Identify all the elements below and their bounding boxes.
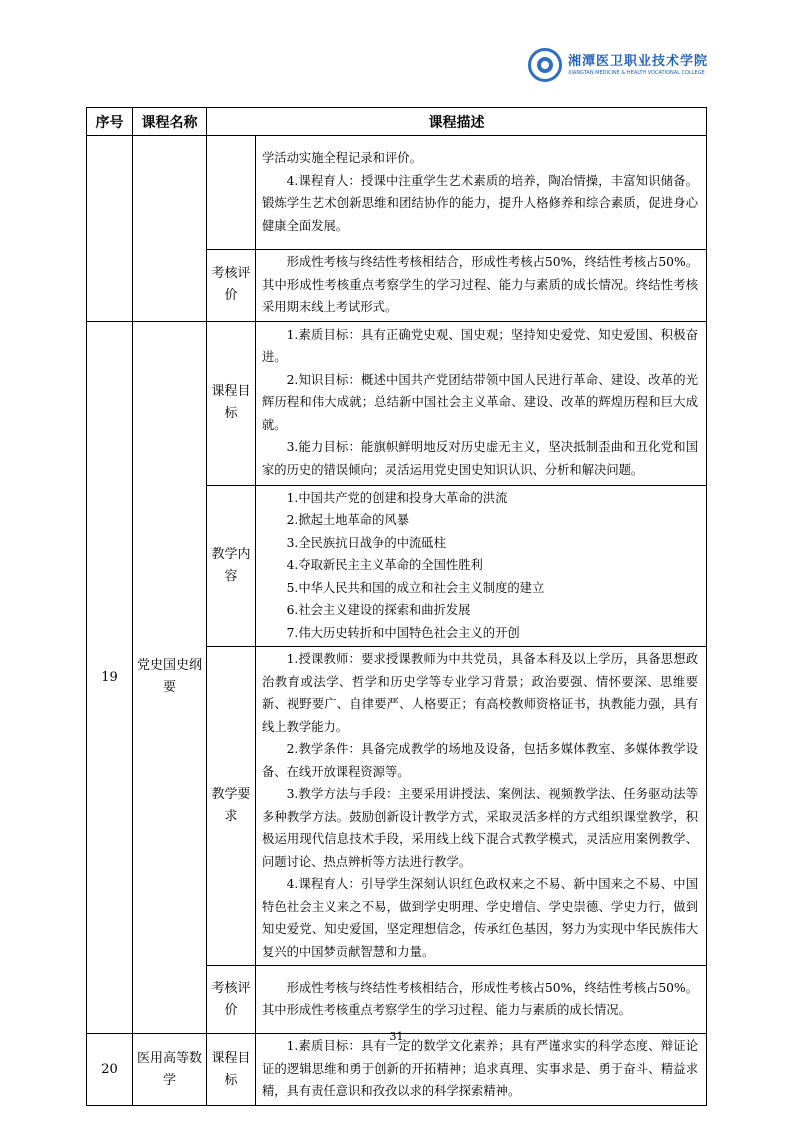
teach-req-tail: 学活动实施全程记录和评价。 4.课程育人：授课中注重学生艺术素质的培养，陶冶情操，丰富知识储备。锻炼学生艺术创新思维和团结协作的能力，提升人格修养和综合素质，促进身心健康全面发展。: [256, 136, 707, 250]
category-label: 考核评价: [207, 966, 256, 1034]
school-name: 湘潭医卫职业技术学院: [568, 54, 709, 69]
course-name: 医用高等数学: [133, 1034, 207, 1106]
page-header: [528, 44, 709, 94]
course-no: 20: [87, 1034, 133, 1106]
category-label: 课程目标: [207, 321, 256, 485]
school-logo-icon: [528, 48, 562, 82]
table-header-row: [87, 108, 707, 136]
header-no: 序号: [87, 108, 133, 136]
course-contents: 1.中国共产党的创建和投身大革命的洪流 2.掀起土地革命的风暴 3.全民族抗日战争的中流砥柱 4.夺取新民主主义革命的全国性胜利 5.中华人民共和国的成立和社会主义制度的建立 6.社会主义建设的探索和曲折发展 7.伟大历史转折和中国特色社会主义的开创: [256, 485, 707, 647]
category-label: 课程目标: [207, 1034, 256, 1106]
header-name: 课程名称: [133, 108, 207, 136]
table-row: [87, 1034, 707, 1106]
page-number: 31: [389, 1030, 404, 1043]
assess-text: 形成性考核与终结性考核相结合，形成性考核占50%，终结性考核占50%。其中形成性考核重点考察学生的学习过程、能力与素质的成长情况。: [256, 966, 707, 1034]
course-name: 党史国史纲要: [133, 321, 207, 1034]
course-no: 19: [87, 321, 133, 1034]
category-label: 教学内容: [207, 485, 256, 647]
category-label: 教学要求: [207, 647, 256, 966]
assess-text: 形成性考核与终结性考核相结合，形成性考核占50%，终结性考核占50%。其中形成性考核重点考察学生的学习过程、能力与素质的成长情况。终结性考核采用期末线上考试形式。: [256, 250, 707, 322]
header-desc: 课程描述: [207, 108, 707, 136]
table-row: [87, 321, 707, 485]
category-label: 考核评价: [207, 250, 256, 322]
school-name-en: XIANGTAN MEDICINE & HEALTH VOCATIONAL COLLEGE: [568, 70, 705, 76]
course-goals: 1.素质目标：具有正确党史观、国史观；坚持知史爱党、知史爱国、积极奋进。 2.知识目标：概述中国共产党团结带领中国人民进行革命、建设、改革的光辉历程和伟大成就；总结新中国社会主义革命、建设、改革的辉煌历程和巨大成就。 3.能力目标：能旗帜鲜明地反对历史虚无主义，坚决抵制歪曲和丑化党和国家的历史的错误倾向；灵活运用党史国史知识认识、分析和解决问题。: [256, 321, 707, 485]
table-row: [87, 136, 707, 250]
course-reqs: 1.授课教师：要求授课教师为中共党员，具备本科及以上学历，具备思想政治教育或法学、哲学和历史学等专业学习背景；政治要强、情怀要深、思维要新、视野要广、自律要严、人格要正；有高校教师资格证书，执教能力强，具有线上教学能力。 2.教学条件：具备完成教学的场地及设备，包括多媒体教室、多媒体教学设备、在线开放课程资源等。 3.教学方法与手段：主要采用讲授法、案例法、视频教学法、任务驱动法等多种教学方法。鼓励创新设计教学方式，采取灵活多样的方式组织课堂教学，积极运用现代信息技术手段，采用线上线下混合式教学模式，灵活应用案例教学、问题讨论、热点辨析等方法进行教学。 4.课程育人：引导学生深刻认识红色政权来之不易、新中国来之不易、中国特色社会主义来之不易，做到学史明理、学史增信、学史崇德、学史力行，做到知史爱党、知史爱国，坚定理想信念，传承红色基因，努力为实现中华民族伟大复兴的中国梦贡献智慧和力量。: [256, 647, 707, 966]
course-table: [86, 107, 707, 1106]
course-goals: 1.素质目标：具有一定的数学文化素养；具有严谨求实的科学态度、辩证论证的逻辑思维和勇于创新的开拓精神；追求真理、实事求是、勇于奋斗、精益求精，具有责任意识和孜孜以求的科学探索精神。: [256, 1034, 707, 1106]
